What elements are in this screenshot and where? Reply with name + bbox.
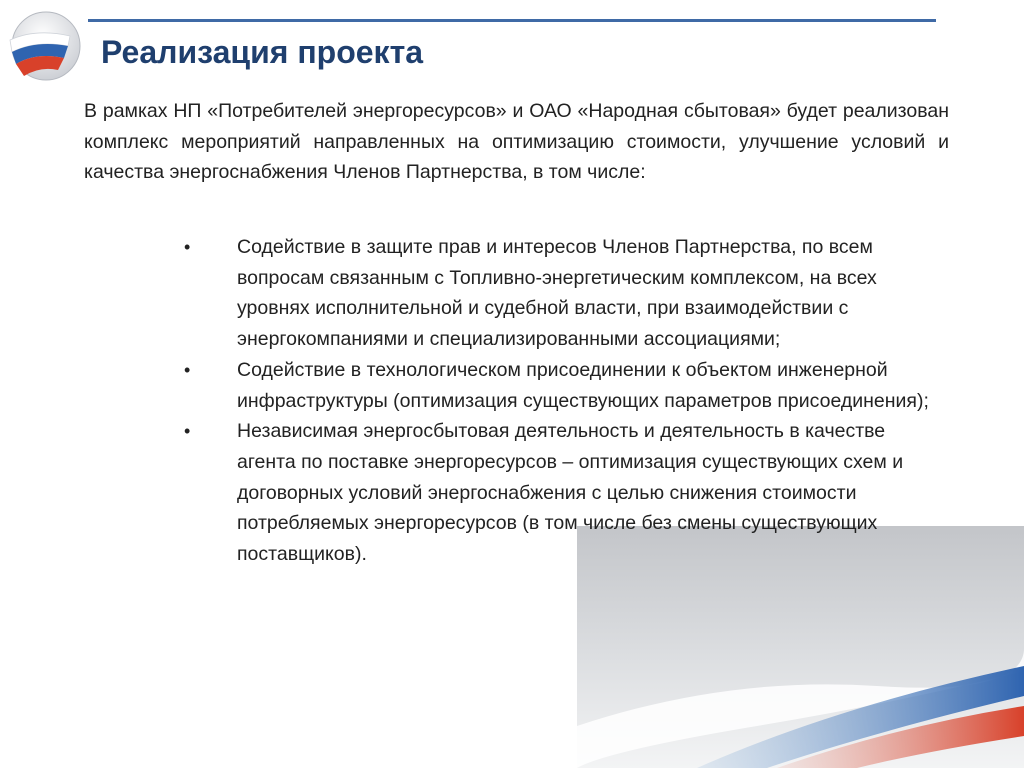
list-item xyxy=(184,232,944,355)
bullet-list xyxy=(184,232,944,570)
list-item-text: Независимая энергосбытовая деятельность и деятельность в качестве агента по поставке энергоресурсов – оптимизация существующих схем и договорных условий энергоснабжения с целью снижения стоимости потребляемых энергоресурсов (в том числе без смены существующих поставщиков). xyxy=(237,420,904,566)
list-item xyxy=(184,416,944,570)
bullet-marker: • xyxy=(184,237,191,257)
bullet-marker: • xyxy=(184,421,191,442)
intro-paragraph: В рамках НП «Потребителей энергоресурсов» и ОАО «Народная сбытовая» будет реализован комплекс мероприятий направленных на оптимизацию стоимости, улучшение условий и качества энергоснабжения Членов Партнерства, в том числе: xyxy=(84,100,949,183)
bullet-marker: • xyxy=(184,359,191,380)
list-item-text: Содействие в технологическом присоединении к объектом инженерной инфраструктуры (оптимизация существующих параметров присоединения); xyxy=(237,358,929,412)
slide-title: Реализация проекта xyxy=(101,34,424,70)
list-item-text: Содействие в защите прав и интересов Членов Партнерства, по всем вопросам связанным с Топливно-энергетическим комплексом, на всех уровнях исполнительной и судебной власти, при взаимодействии с энергокомпаниями и специализированными ассоциациями; xyxy=(237,236,877,351)
list-item xyxy=(184,355,944,416)
